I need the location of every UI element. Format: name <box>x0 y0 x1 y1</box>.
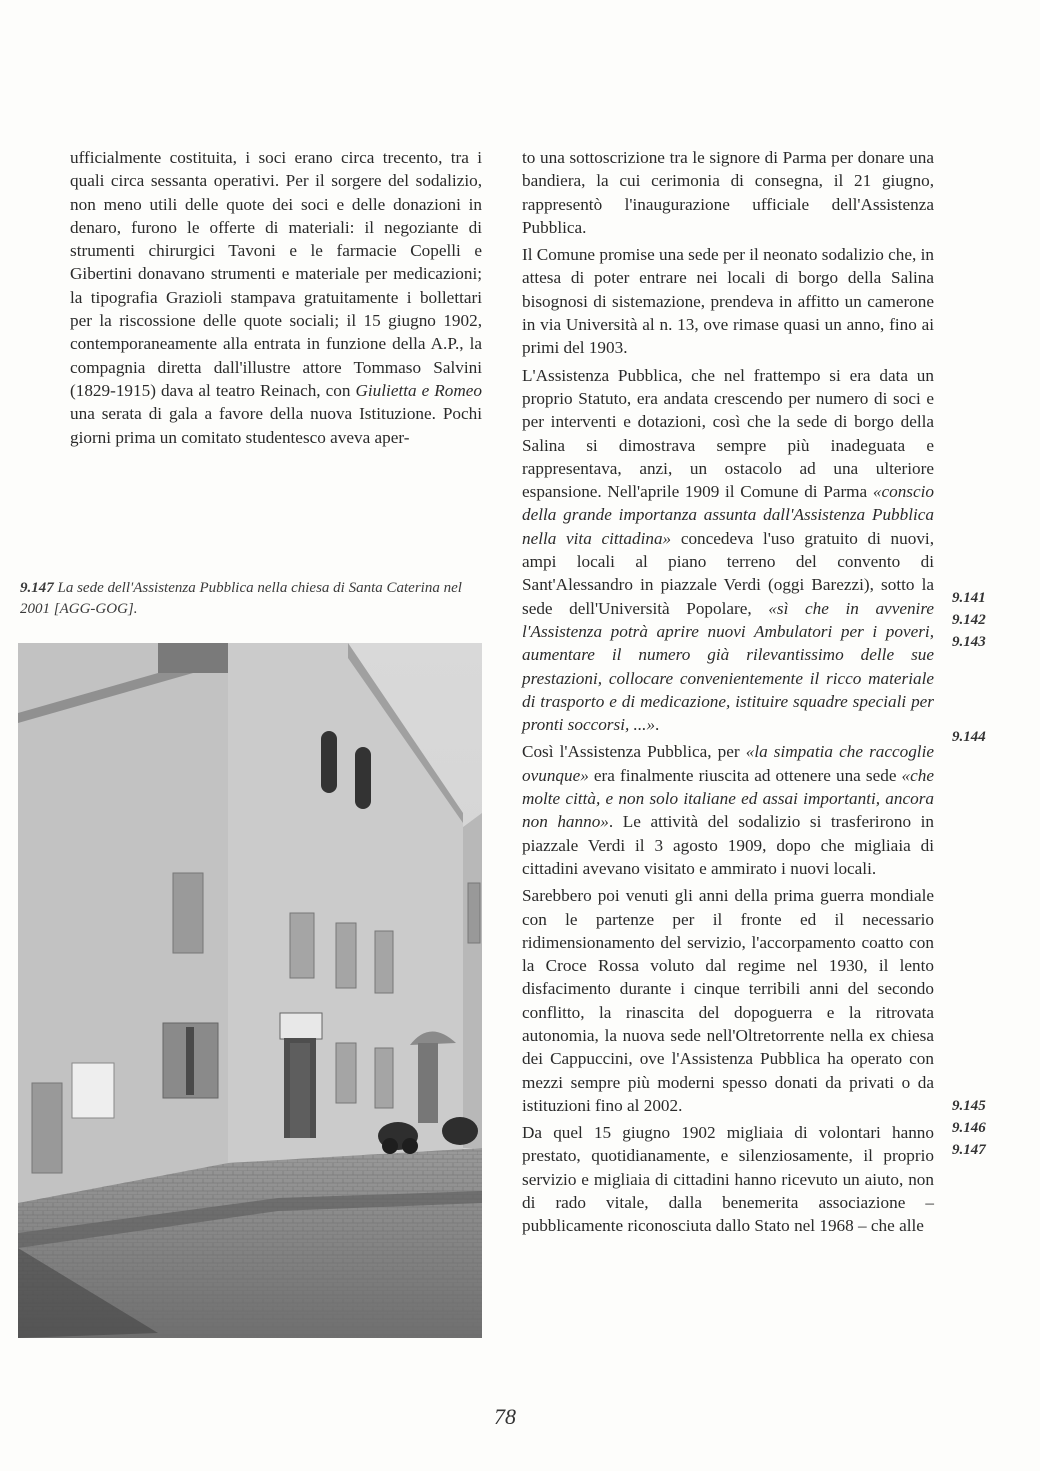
quote: «conscio della grande importanza assunta dall'Assistenza Pubblica nella vita cittadina» <box>522 482 934 548</box>
right-paragraph-3 <box>522 364 934 737</box>
quote: «che molte città, e non solo italiane ed assai importanti, ancora non hanno» <box>522 765 934 832</box>
figure-number: 9.147 <box>20 580 54 596</box>
left-paragraph <box>70 146 482 449</box>
page-number: 78 <box>494 1404 516 1429</box>
text-run: ufficialmente costituita, i soci erano circa trecento, tra i quali circa sessanta operativi. Per il sorgere del sodalizio, non meno utili delle quote dei soci e delle donazioni in denaro, furono le offerte di materiali: il negoziante di strumenti chirurgici Tavoni e le farmacie Copelli e Gibertini donavano strumenti e materiale per medicazioni; la tipografia Grazioli stampava gratuitamente i bollettari per la riscossione delle quote sociali; il 15 giugno 1902, contemporaneamente alla entrata in funzione della A.P., la compagnia diretta dall'illustre attore Tommaso Salvini (1829-1915) dava al teatro Reinach, con <box>70 148 482 400</box>
right-paragraph-4 <box>522 740 934 880</box>
right-paragraph-1: to una sottoscrizione tra le signore di Parma per donare una bandiera, la cui cerimonia di consegna, il 21 giugno, rappresentò l'inaugurazione ufficiale dell'Assistenza Pubblica. <box>522 148 934 237</box>
margin-ref: 9.146 <box>952 1120 986 1136</box>
caption-text: La sede dell'Assistenza Pubblica nella chiesa di Santa Caterina nel 2001 [AGG-GOG]. <box>20 580 462 617</box>
text-run: una serata di gala a favore della nuova Istituzione. Pochi giorni prima un comitato studentesco aveva aper- <box>70 404 482 447</box>
text-run: era finalmente riuscita ad ottenere una sede <box>588 765 902 785</box>
right-paragraph-2: Il Comune promise una sede per il neonato sodalizio che, in attesa di poter entrare nei locali di borgo della Salina bisognosi di sistemazione, prendeva in affitto un camerone in via Università al n. 13, ove rimase quasi un anno, fino ai primi del 1903. <box>522 245 934 358</box>
margin-ref: 9.144 <box>952 729 986 745</box>
play-title: Giulietta e Romeo <box>355 380 482 400</box>
quote: «sì che in avvenire l'Assistenza potrà aprire nuovi Ambulatori per i poveri, aumentare il numero già rilevantissimo delle sue prestazioni, collocare convenientemente il ricco materiale di trasporto e di medicazione, istituire squadre speciali per pronti soccorsi, ...» <box>522 598 934 735</box>
text-run: Così l'Assistenza Pubblica, per <box>522 742 746 762</box>
right-paragraph-6: Da quel 15 giugno 1902 migliaia di volontari hanno prestato, quotidianamente, e silenziosamente, il proprio servizio e migliaia di cittadini hanno ricevuto un aiuto, non di rado vitale, dalla benemerita associazione – pubblicamente riconosciuta dallo Stato nel 1968 – che alle <box>522 1123 934 1236</box>
margin-ref: 9.141 <box>952 590 986 606</box>
text-run: . Le attività del sodalizio si trasferirono in piazzale Verdi il 3 agosto 1909, dopo che migliaia di cittadini avevano visitato e ammirato i nuovi locali. <box>522 812 934 878</box>
margin-ref: 9.145 <box>952 1098 986 1114</box>
margin-ref: 9.142 <box>952 612 986 628</box>
right-paragraph-5: Sarebbero poi venuti gli anni della prima guerra mondiale con le partenze per il fronte ed il necessario ridimensionamento del servizio, l'accorpamento coatto con la Croce Rossa voluto dal regime nel 1930, il lento disfacimento durante i cinque terribili anni del secondo conflitto, la rinascita del dopoguerra e la ritrovata autonomia, la nuova sede nell'Oltretorrente nella ex chiesa dei Cappuccini, ove l'Assistenza Pubblica ha operato con mezzi sempre più moderni spesso donati da privati o da istituzioni fino al 2002. <box>522 886 934 1115</box>
text-run: L'Assistenza Pubblica, che nel frattempo si era data un proprio Statuto, era andata crescendo per numero di soci e per interventi e dotazioni, così che la sede di borgo della Salina si dimostrava sempre più inadeguata e rappresentava, anzi, un ostacolo ad una ulteriore espansione. Nell'aprile 1909 il Comune di Parma <box>522 365 934 502</box>
building-photo <box>18 643 482 1338</box>
figure-caption <box>20 578 482 620</box>
right-text-column <box>522 146 934 1242</box>
left-text-column <box>70 146 482 453</box>
text-run: . <box>655 715 660 735</box>
text-run: concedeva l'uso gratuito di nuovi, ampi locali al piano terreno del convento di Sant'Alessandro in piazzale Verdi (oggi Barezzi), sotto la sede dell'Università Popolare, <box>522 528 934 618</box>
margin-ref: 9.143 <box>952 634 986 650</box>
margin-ref: 9.147 <box>952 1142 986 1158</box>
quote: «la simpatia che raccoglie ovunque» <box>522 742 934 785</box>
